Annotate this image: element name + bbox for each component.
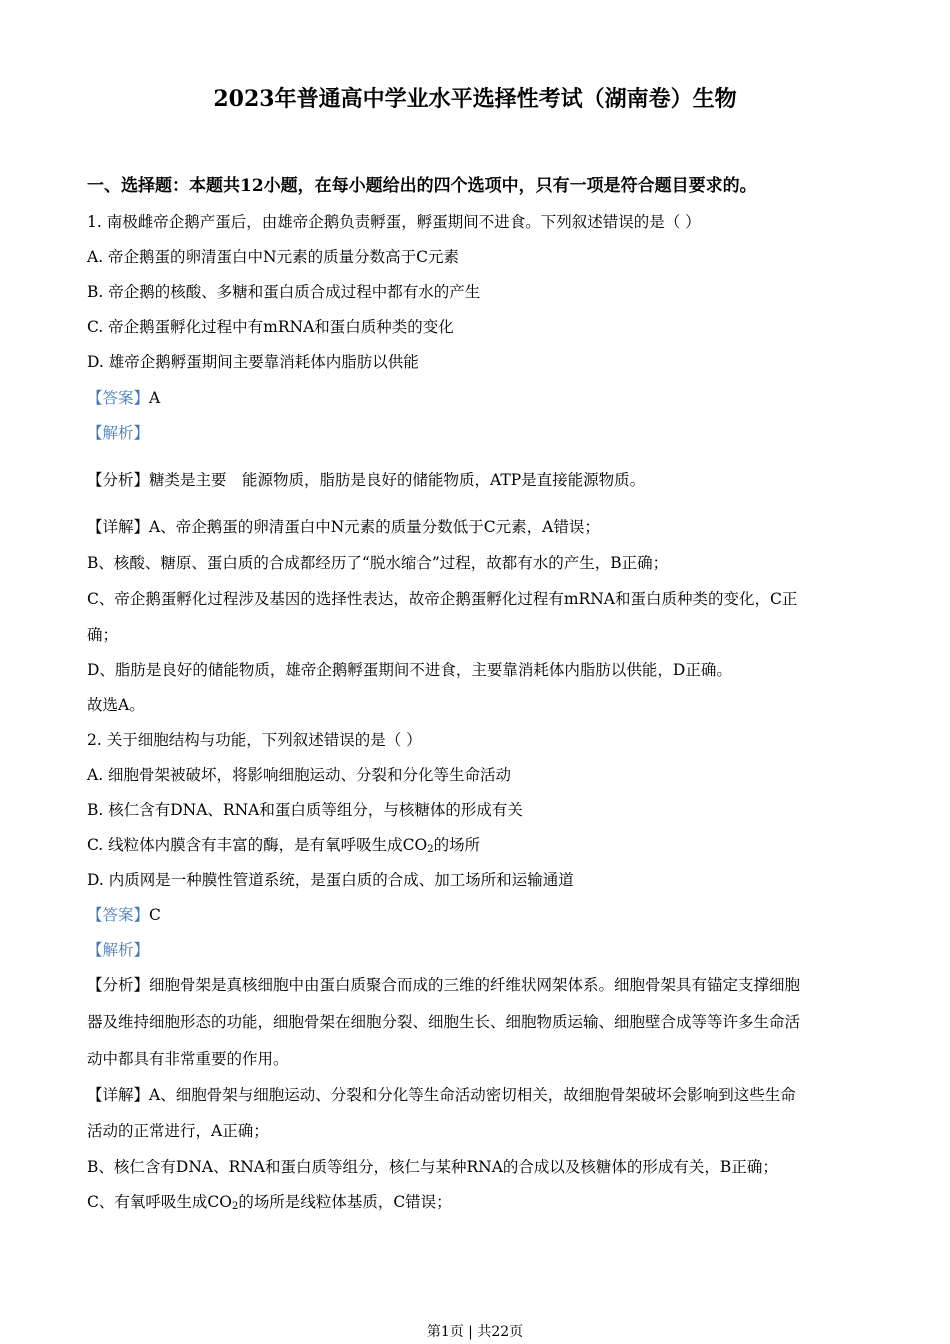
page-footer: 第1页 | 共22页 — [426, 1324, 524, 1340]
document-title: 2023年普通高中学业水平选择性考试（湖南卷）生物 — [213, 86, 737, 112]
q1-option-c: C. 帝企鹅蛋孵化过程中有mRNA和蛋白质种类的变化 — [87, 318, 454, 336]
q2-stem: 2. 关于细胞结构与功能，下列叙述错误的是（ ） — [87, 731, 422, 749]
answer-tag: 【答案】 — [87, 906, 150, 924]
q2-answer — [87, 903, 867, 927]
q1-xiangjie-c2: 确； — [87, 626, 119, 644]
section-heading: 一、选择题：本题共12小题，在每小题给出的四个选项中，只有一项是符合题目要求的。 — [87, 176, 757, 196]
analysis-tag: 【解析】 — [87, 941, 150, 959]
q2-xiangjie-c — [87, 1190, 867, 1214]
q2-fenxi-3: 动中都具有非常重要的作用。 — [87, 1050, 289, 1068]
fenxi-tag: 【分析】 — [87, 471, 150, 489]
q2-option-b: B. 核仁含有DNA、RNA和蛋白质等组分，与核糖体的形成有关 — [87, 801, 523, 819]
xiangjie-text: A、细胞骨架与细胞运动、分裂和分化等生命活动密切相关，故细胞骨架破坏会影响到这些生命 — [149, 1086, 796, 1104]
q1-option-a: A. 帝企鹅蛋的卵清蛋白中N元素的质量分数高于C元素 — [87, 248, 459, 266]
q2-xiangjie-c-tail: 的场所是线粒体基质，C错误； — [238, 1193, 452, 1211]
q2-fenxi-1 — [87, 973, 867, 997]
q2-xiangjie-c-text: C、有氧呼吸生成CO — [87, 1193, 232, 1211]
co2-subscript: 2 — [427, 844, 434, 855]
q1-xiangjie-a — [87, 515, 867, 539]
answer-value: A — [149, 389, 161, 407]
q1-option-d: D. 雄帝企鹅孵蛋期间主要靠消耗体内脂肪以供能 — [87, 353, 419, 371]
xiangjie-tag: 【详解】 — [87, 1086, 150, 1104]
q1-xiangjie-c1: C、帝企鹅蛋孵化过程涉及基因的选择性表达，故帝企鹅蛋孵化过程有mRNA和蛋白质种类的变化，C正 — [87, 590, 798, 608]
fenxi-text: 细胞骨架是真核细胞中由蛋白质聚合而成的三维的纤维状网架体系。细胞骨架具有锚定支撑细胞 — [149, 976, 801, 994]
q1-conclusion: 故选A。 — [87, 696, 145, 714]
q1-answer — [87, 386, 867, 410]
xiangjie-tag: 【详解】 — [87, 518, 150, 536]
co2-subscript: 2 — [231, 1201, 239, 1212]
analysis-tag: 【解析】 — [87, 424, 150, 442]
fenxi-tag: 【分析】 — [87, 976, 150, 994]
q2-xiangjie-b: B、核仁含有DNA、RNA和蛋白质等组分，核仁与某种RNA的合成以及核糖体的形成有关，B正确； — [87, 1158, 778, 1176]
answer-tag: 【答案】 — [87, 389, 150, 407]
fenxi-text: 糖类是主要 能源物质，脂肪是良好的储能物质，ATP是直接能源物质。 — [149, 471, 646, 489]
q2-option-c — [87, 833, 867, 857]
q2-xiangjie-a2: 活动的正常进行，A正确； — [87, 1122, 269, 1140]
q1-xiangjie-d: D、脂肪是良好的储能物质，雄帝企鹅孵蛋期间不进食，主要靠消耗体内脂肪以供能，D正确。 — [87, 661, 732, 679]
q1-option-b: B. 帝企鹅的核酸、多糖和蛋白质合成过程中都有水的产生 — [87, 283, 481, 301]
q2-option-c-text: C. 线粒体内膜含有丰富的酶，是有氧呼吸生成CO — [87, 836, 428, 854]
q1-analysis-tag — [87, 421, 867, 445]
answer-value: C — [149, 906, 161, 924]
xiangjie-text: A、帝企鹅蛋的卵清蛋白中N元素的质量分数低于C元素，A错误； — [149, 518, 600, 536]
q2-analysis-tag — [87, 938, 867, 962]
q1-xiangjie-b: B、核酸、糖原、蛋白质的合成都经历了“脱水缩合”过程，故都有水的产生，B正确； — [87, 554, 669, 572]
q2-option-a: A. 细胞骨架被破坏，将影响细胞运动、分裂和分化等生命活动 — [87, 766, 512, 784]
q2-option-d: D. 内质网是一种膜性管道系统，是蛋白质的合成、加工场所和运输通道 — [87, 871, 574, 889]
q2-option-c-tail: 的场所 — [433, 836, 481, 854]
q1-stem: 1. 南极雌帝企鹅产蛋后，由雄帝企鹅负责孵蛋，孵蛋期间不进食。下列叙述错误的是（ ） — [87, 213, 701, 231]
q2-fenxi-2: 器及维持细胞形态的功能，细胞骨架在细胞分裂、细胞生长、细胞物质运输、细胞壁合成等等许多生命活 — [87, 1013, 801, 1031]
q1-fenxi — [87, 468, 867, 492]
q2-xiangjie-a1 — [87, 1083, 867, 1107]
